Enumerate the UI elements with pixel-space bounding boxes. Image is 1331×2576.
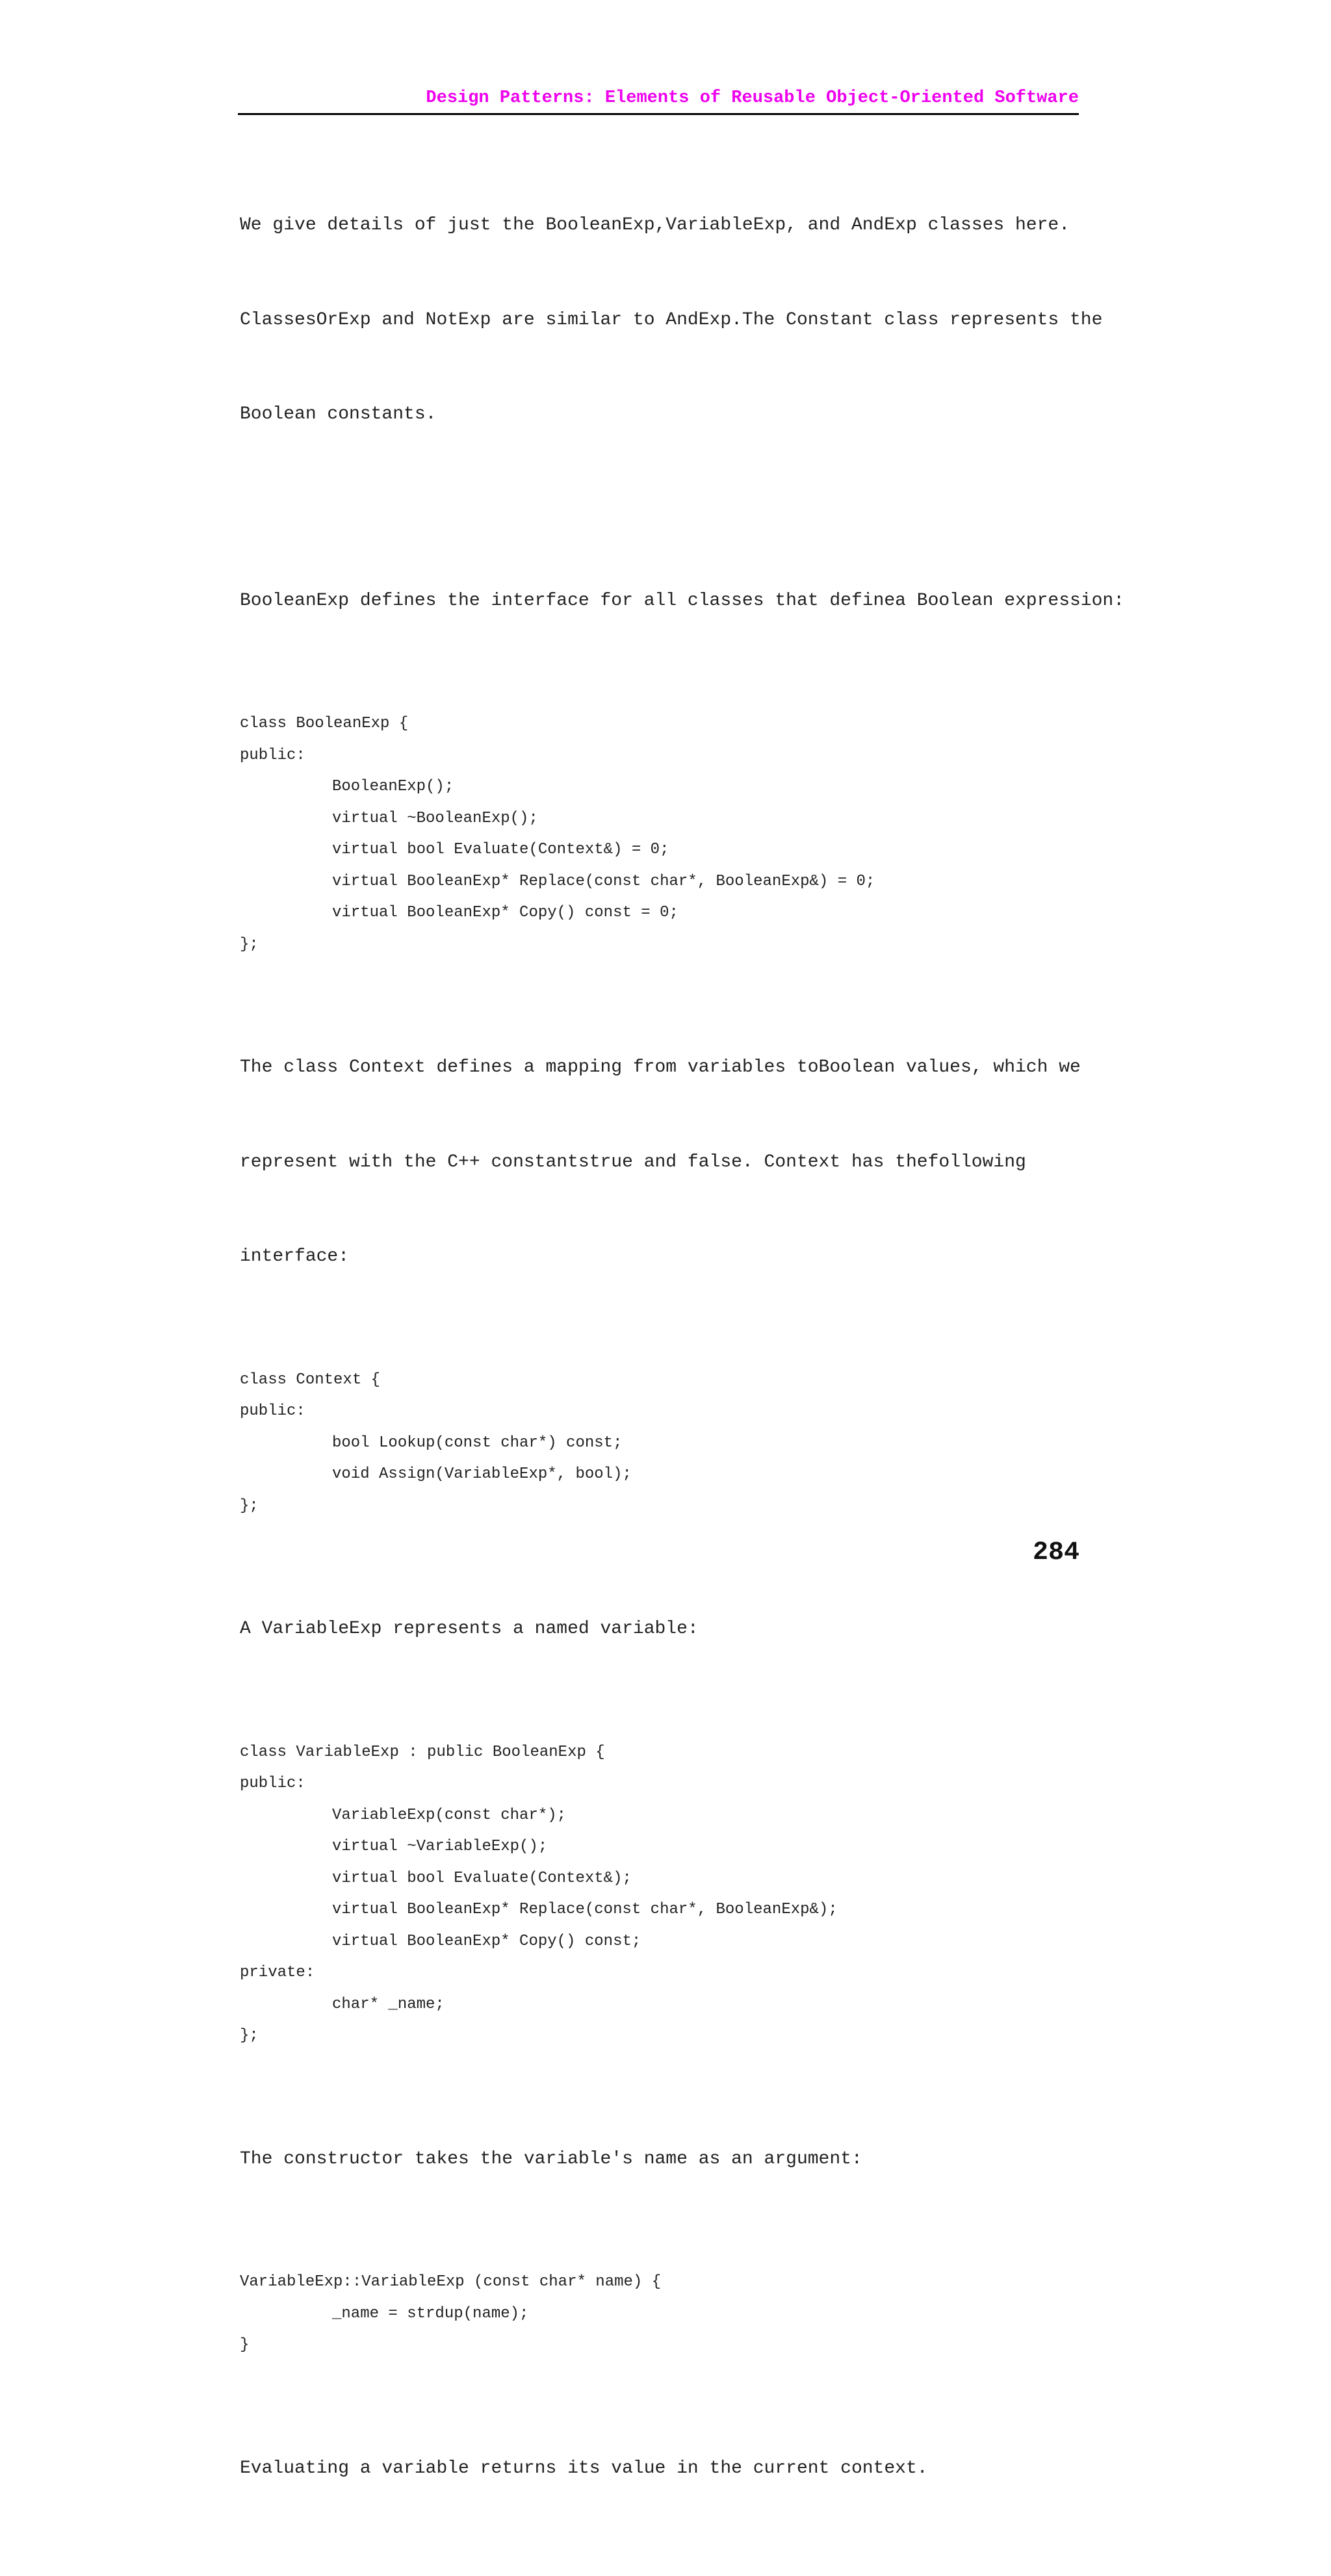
- code-line: virtual ~BooleanExp();: [332, 809, 538, 827]
- paragraph-booleanexp: [240, 522, 1125, 680]
- text-line: represent with the C++ constantstrue and false. Context has thefollowing: [240, 1152, 1026, 1172]
- code-line: virtual ~VariableExp();: [332, 1838, 548, 1855]
- code-line: };: [240, 1497, 259, 1515]
- code-line: };: [240, 935, 259, 953]
- text-line: interface:: [240, 1246, 350, 1267]
- code-line: virtual BooleanExp* Replace(const char*, BooleanExp&);: [332, 1901, 838, 1918]
- code-line: char* _name;: [332, 1995, 445, 2013]
- text-line: The constructor takes the variable's name as an argument:: [240, 2148, 862, 2169]
- paragraph-evaluating: [240, 2390, 1085, 2548]
- code-line: class VariableExp : public BooleanExp {: [240, 1743, 605, 1761]
- code-line: virtual bool Evaluate(Context&) = 0;: [332, 841, 669, 858]
- book-title: Design Patterns: Elements of Reusable Object-Oriented Software: [426, 88, 1079, 108]
- text-line: BooleanExp defines the interface for all classes that definea Boolean expression:: [240, 590, 1125, 611]
- code-line: VariableExp::VariableExp (const char* name) {: [240, 2273, 662, 2291]
- code-line: class Context {: [240, 1371, 381, 1389]
- paragraph-intro: [240, 147, 1103, 494]
- page-body: [240, 147, 1125, 2576]
- code-block-context: [240, 1365, 1085, 1523]
- code-line: }: [240, 2336, 250, 2354]
- code-line: bool Lookup(const char*) const;: [332, 1434, 623, 1452]
- code-line: public:: [240, 1775, 305, 1792]
- running-header: [238, 87, 1079, 115]
- text-line: A VariableExp represents a named variable:: [240, 1619, 699, 1639]
- code-line: };: [240, 2027, 259, 2044]
- page-number: 284: [1032, 1538, 1079, 1567]
- code-line: BooleanExp();: [332, 778, 454, 795]
- code-line: virtual bool Evaluate(Context&);: [332, 1869, 632, 1887]
- paragraph-variableexp: [240, 1551, 1085, 1708]
- text-line: The class Context defines a mapping from variables toBoolean values, which we: [240, 1057, 1081, 1077]
- code-line: virtual BooleanExp* Copy() const;: [332, 1932, 641, 1950]
- code-line: virtual BooleanExp* Copy() const = 0;: [332, 904, 678, 921]
- text-line: Boolean constants.: [240, 404, 437, 424]
- paragraph-context: [240, 989, 1085, 1336]
- paragraph-constructor: [240, 2081, 1085, 2239]
- code-block-constructor: [240, 2267, 1085, 2362]
- code-line: public:: [240, 1402, 305, 1420]
- code-block-booleanexp: [240, 708, 1085, 960]
- code-line: VariableExp(const char*);: [332, 1806, 567, 1824]
- text-line: We give details of just the BooleanExp,VariableExp, and AndExp classes here.: [240, 215, 1070, 235]
- code-line: public:: [240, 746, 305, 764]
- code-line: _name = strdup(name);: [332, 2304, 529, 2323]
- text-line: Evaluating a variable returns its value in the current context.: [240, 2458, 928, 2479]
- text-line: ClassesOrExp and NotExp are similar to AndExp.The Constant class represents the: [240, 309, 1103, 330]
- code-line: class BooleanExp {: [240, 715, 409, 732]
- code-block-variableexp: [240, 1737, 1085, 2052]
- code-line: private:: [240, 1964, 315, 1981]
- code-line: void Assign(VariableExp*, bool);: [332, 1465, 632, 1483]
- code-line: virtual BooleanExp* Replace(const char*, BooleanExp&) = 0;: [332, 872, 875, 890]
